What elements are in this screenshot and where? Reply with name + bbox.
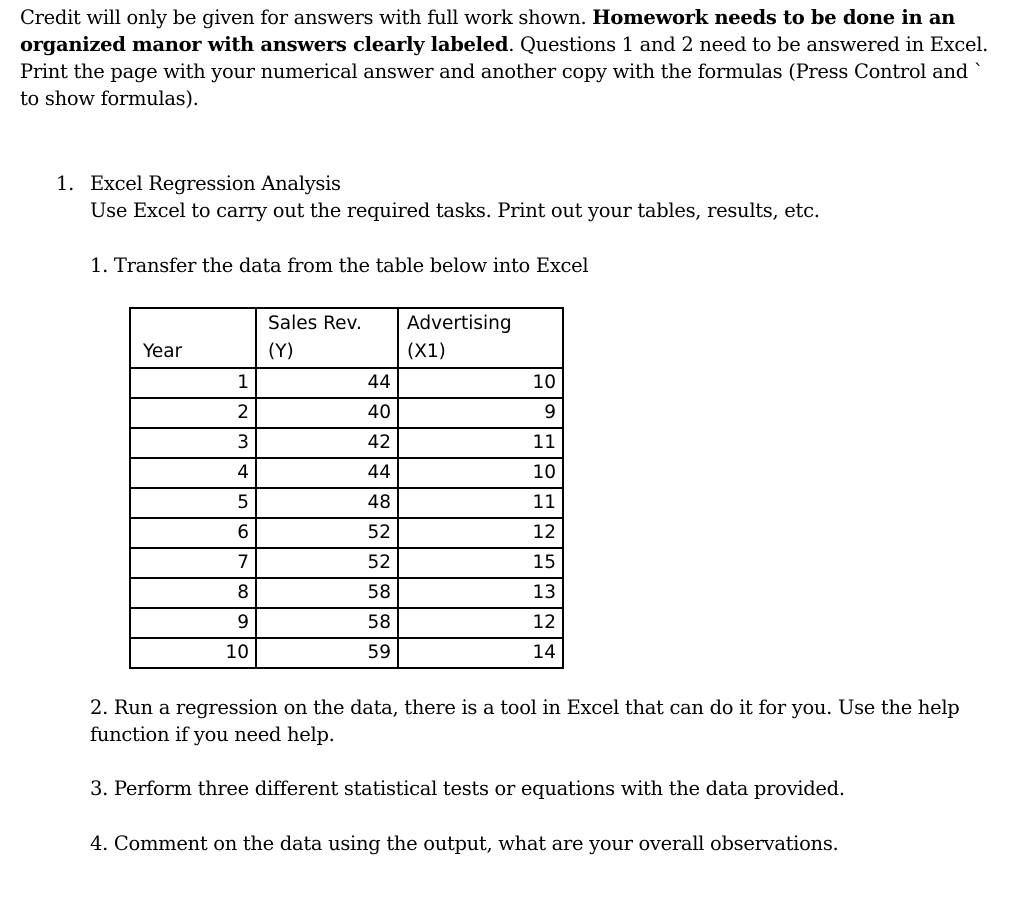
step-3-text: 3. Perform three different statistical tests or equations with the data provided. [90,777,845,800]
instructions-bold-text: Homework needs to be done in an organized manor with answers clearly labeled [20,6,956,56]
table-header-row [130,308,563,368]
data-table [129,307,564,669]
table-row [130,398,563,428]
instructions-text-1: Credit will only be given for answers with full work shown. [20,6,593,29]
cell-year: 5 [130,488,256,518]
cell-advertising: 9 [398,398,563,428]
cell-advertising: 13 [398,578,563,608]
header-year: Year [130,308,256,368]
instructions-text-2: . Questions 1 and 2 need to be answered in Excel. Print the page with your numerical answer and another copy with the formulas (Press Control and ` to show formulas). [20,33,989,110]
cell-year: 2 [130,398,256,428]
header-sales-revenue: Sales Rev. (Y) [256,308,398,368]
step-1-text: 1. Transfer the data from the table below into Excel [90,254,589,277]
table-row [130,428,563,458]
cell-year: 10 [130,638,256,668]
cell-advertising: 12 [398,518,563,548]
cell-advertising: 11 [398,488,563,518]
table-row [130,488,563,518]
cell-year: 9 [130,608,256,638]
cell-advertising: 10 [398,368,563,398]
step-2-text: 2. Run a regression on the data, there is a tool in Excel that can do it for you. Use the help function if you need help. [90,696,960,746]
table-row [130,518,563,548]
cell-sales: 52 [256,518,398,548]
question-1-title: Excel Regression Analysis [90,172,341,195]
cell-year: 8 [130,578,256,608]
cell-sales: 58 [256,578,398,608]
table-row [130,548,563,578]
table-row [130,578,563,608]
cell-advertising: 10 [398,458,563,488]
cell-year: 4 [130,458,256,488]
question-1-heading [56,170,341,197]
instructions-paragraph [20,4,1005,112]
table-row [130,368,563,398]
cell-sales: 58 [256,608,398,638]
cell-sales: 44 [256,458,398,488]
question-1-number: 1. [56,172,75,195]
cell-advertising: 15 [398,548,563,578]
cell-advertising: 12 [398,608,563,638]
cell-year: 6 [130,518,256,548]
cell-sales: 59 [256,638,398,668]
cell-year: 7 [130,548,256,578]
header-advertising: Advertising (X1) [398,308,563,368]
table-row [130,638,563,668]
step-4-text: 4. Comment on the data using the output, what are your overall observations. [90,832,839,855]
cell-advertising: 11 [398,428,563,458]
table-row [130,608,563,638]
cell-sales: 52 [256,548,398,578]
table-row [130,458,563,488]
cell-sales: 48 [256,488,398,518]
cell-sales: 42 [256,428,398,458]
cell-advertising: 14 [398,638,563,668]
cell-sales: 40 [256,398,398,428]
cell-year: 3 [130,428,256,458]
question-1-subtitle: Use Excel to carry out the required tasks. Print out your tables, results, etc. [90,199,820,222]
cell-sales: 44 [256,368,398,398]
cell-year: 1 [130,368,256,398]
